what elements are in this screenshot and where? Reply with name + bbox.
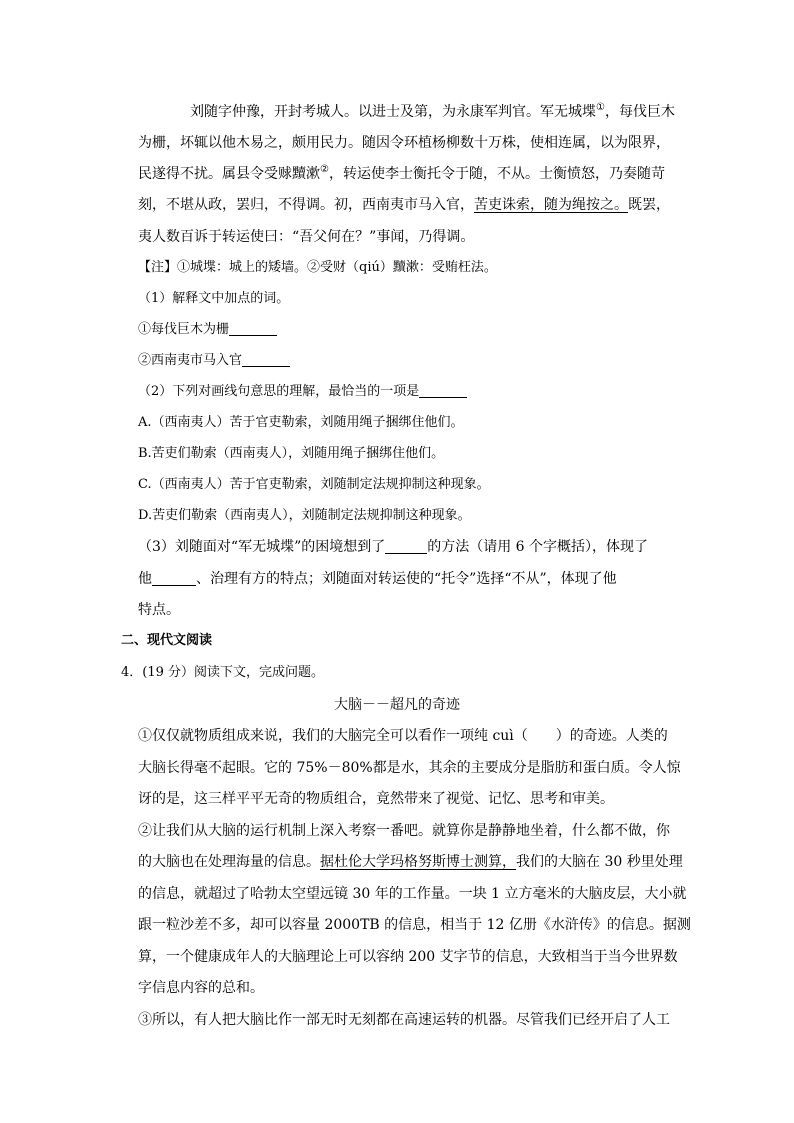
article-line-3: 讶的是，这三样平平无奇的物质组合，竟然带来了视觉、记忆、思考和审美。 bbox=[138, 791, 614, 807]
underlined-phrase: 据杜伦大学玛格努斯博士测算， bbox=[320, 854, 516, 870]
question-1a: ①每伐巨木为栅 bbox=[138, 320, 277, 340]
answer-blank[interactable] bbox=[242, 352, 290, 367]
option-a: A.（西南夷人）苦于官吏勒索，刘随用绳子捆绑住他们。 bbox=[138, 415, 464, 430]
article-line-10: ③所以，有人把大脑比作一部无时无刻都在高速运转的机器。尽管我们已经开启了人工 bbox=[138, 1012, 670, 1028]
article-line-8: 算，一个健康成年人的大脑理论上可以容纳 200 艾字节的信息，大致相当于当今世界数 bbox=[138, 949, 678, 965]
passage-line-3: 民遂得不扰。属县令受赇黷漱②，转运使李士衡托令于随，不从。士衡愤怒，乃奏随苛 bbox=[138, 164, 665, 182]
article-line-7: 跟一粒沙差不多，却可以容量 2000TB 的信息，相当于 12 亿册《水浒传》的信息。据测 bbox=[138, 917, 691, 933]
question-3-line-2: 他 、治理有方的特点；刘随面对转运使的“托令”选择“不从”，体现了他 bbox=[138, 571, 617, 587]
article-line-2: 大脑长得毫不起眼。它的 75%－80%都是水，其余的主要成分是脂肪和蛋白质。令人惊 bbox=[138, 760, 681, 776]
answer-blank[interactable] bbox=[385, 539, 427, 554]
article-line-1: ①仅仅就物质组成来说，我们的大脑完全可以看作一项纯 cuì（ ）的奇迹。人类的 bbox=[138, 728, 668, 744]
footnote-marker-2: ② bbox=[320, 164, 329, 175]
question-3-line-1: （3）刘随面对“军无城堞”的困境想到了 的方法（请用 6 个字概括），体现了 bbox=[138, 539, 649, 555]
question-1b: ②西南夷市马入官 bbox=[138, 351, 290, 371]
passage-line-2: 为栅，坏辄以他木易之，颇用民力。随因令环植杨柳数十万株，使相连属，以为限界， bbox=[138, 135, 670, 151]
option-d: D.苦吏们勒索（西南夷人），刘随制定法规抑制这种现象。 bbox=[138, 508, 471, 523]
article-line-5: 的大脑也在处理海量的信息。据杜伦大学玛格努斯博士测算，我们的大脑在 30 秒里处理 bbox=[138, 854, 683, 870]
article-line-6: 的信息，就超过了哈勃太空望远镜 30 年的工作量。一块 1 立方毫米的大脑皮层，大小就 bbox=[138, 886, 687, 902]
question-2: （2）下列对画线句意思的理解，最恰当的一项是 bbox=[138, 382, 467, 402]
question-4-header: 4．(19 分）阅读下文，完成问题。 bbox=[121, 665, 325, 680]
footnote: 【注】①城堞：城上的矮墙。②受财（qiú）黷漱：受贿枉法。 bbox=[138, 260, 497, 275]
article-title: 大脑－－超凡的奇迹 bbox=[334, 697, 460, 713]
footnote-marker-1: ① bbox=[596, 102, 605, 113]
passage-line-4: 刻，不堪从政，罢归，不得调。初，西南夷市马入官，苦吏诛索，随为绳按之。既罢， bbox=[138, 197, 670, 213]
article-line-9: 字信息内容的总和。 bbox=[138, 980, 264, 996]
option-b: B.苦吏们勒索（西南夷人），刘随用绳子捆绑住他们。 bbox=[138, 446, 445, 461]
answer-blank[interactable] bbox=[152, 571, 196, 586]
section-heading: 二、现代文阅读 bbox=[121, 633, 213, 648]
underlined-sentence: 苦吏诛索，随为绳按之。 bbox=[474, 197, 628, 213]
option-c: C.（西南夷人）苦于官吏勒索，刘随制定法规抑制这种现象。 bbox=[138, 477, 490, 492]
question-3-line-3: 特点。 bbox=[138, 602, 180, 618]
question-1: （1）解释文中加点的词。 bbox=[138, 291, 290, 306]
passage-line-1: 刘随字仲豫，开封考城人。以进士及第，为永康军判官。军无城堞①，每伐巨木 bbox=[190, 102, 675, 120]
passage-line-5: 夷人数百诉于转运使曰：“吾父何在？”事闻，乃得调。 bbox=[138, 229, 475, 245]
answer-blank[interactable] bbox=[419, 383, 467, 398]
article-line-4: ②让我们从大脑的运行机制上深入考察一番吧。就算你是静静地坐着，什么都不做，你 bbox=[138, 823, 670, 839]
answer-blank[interactable] bbox=[229, 321, 277, 336]
